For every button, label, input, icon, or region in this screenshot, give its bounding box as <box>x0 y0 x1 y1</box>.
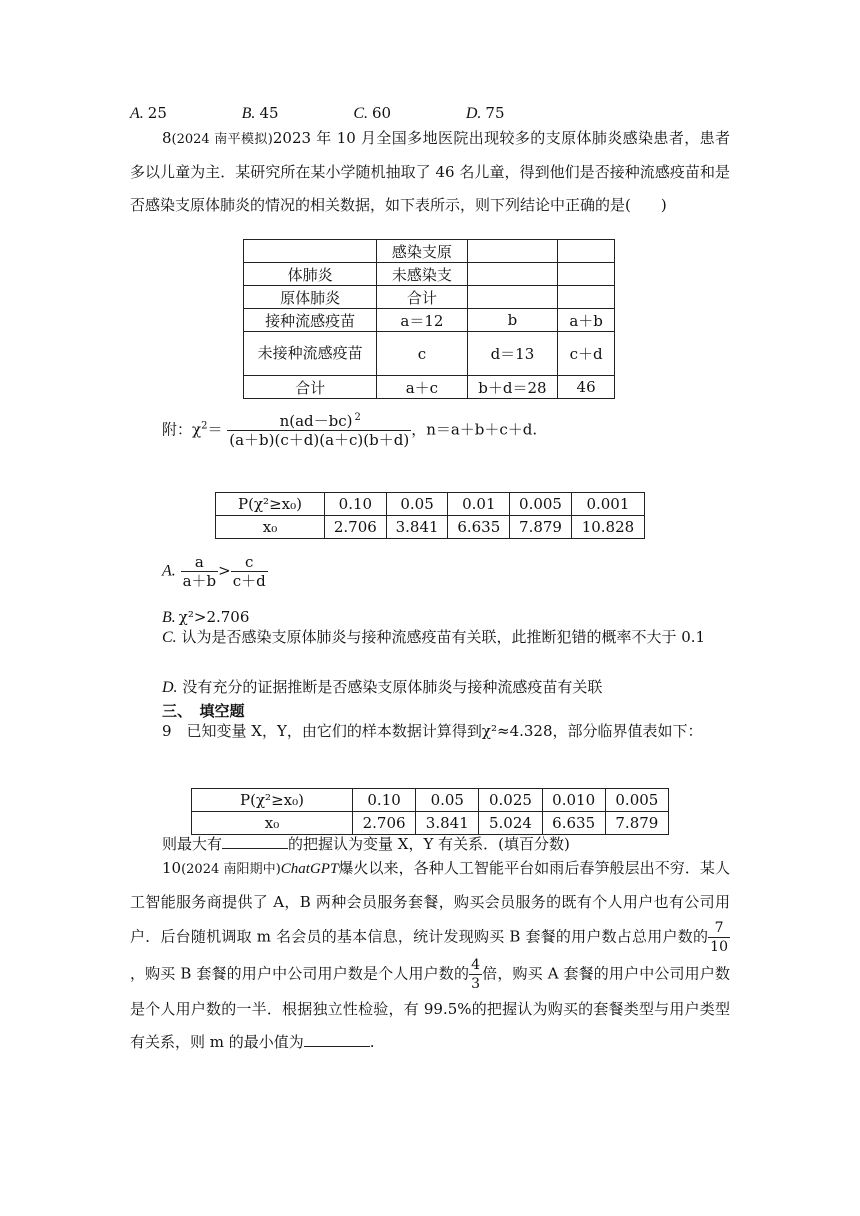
q7-option-b-label: B. <box>241 105 256 122</box>
table-cell: c <box>377 332 468 376</box>
table-cell: 2.706 <box>353 812 416 835</box>
table-cell: 0.01 <box>448 493 510 516</box>
formula-fraction <box>227 412 411 449</box>
table-cell: 0.05 <box>416 789 479 812</box>
q8-option-b: B. χ²>2.706 <box>162 608 250 626</box>
table-cell: 0.001 <box>571 493 644 516</box>
table-cell: 接种流感疫苗 <box>244 309 377 332</box>
q9-critical-table <box>191 788 669 835</box>
q7-option-c: 60 <box>371 104 392 122</box>
table-cell: 合计 <box>244 376 377 399</box>
table-cell: 6.635 <box>542 812 605 835</box>
table-cell: 0.025 <box>479 789 542 812</box>
table-cell: 未接种流感疫苗 <box>244 332 377 376</box>
table-cell: 3.841 <box>386 516 448 539</box>
table-cell: d＝13 <box>467 332 558 376</box>
formula-numerator: n(ad－bc) $^2$ <box>227 412 411 431</box>
table-cell <box>467 240 558 263</box>
q8-option-a-label: A. <box>162 562 176 580</box>
q8-number: 8 <box>162 129 172 147</box>
q7-option-a: 25 <box>147 104 167 122</box>
section-heading: 三、 填空题 <box>162 702 245 720</box>
table-cell: P(χ²≥x₀) <box>192 789 353 812</box>
formula-suffix: ，n＝a＋b＋c＋d. <box>411 420 538 439</box>
q10-answer-blank[interactable] <box>304 1030 370 1047</box>
table-row <box>244 376 615 399</box>
table-row <box>244 240 615 263</box>
q9-answer-line: 则最大有 的把握认为变量 X，Y 有关系．(填百分数) <box>162 832 570 854</box>
table-cell: 0.05 <box>386 493 448 516</box>
q10-brand: ChatGPT <box>280 861 339 877</box>
q8-stem <box>130 122 730 222</box>
q9-answer-blank[interactable] <box>222 832 288 849</box>
q10-source: (2024 南阳期中) <box>181 862 281 877</box>
table-cell <box>558 240 615 263</box>
formula-prefix: 附：χ <box>162 420 202 439</box>
formula-eq: ＝ <box>207 420 223 439</box>
table-cell: x₀ <box>216 516 325 539</box>
q10-stem: 10(2024 南阳期中)ChatGPT爆火以来，各种人工智能平台如雨后春笋般层出不穷．某人工智能服务商提供了 A，B 两种会员服务套餐，购买会员服务的既有个人用户也有公司用户．后台随机调取 m 名会员的基本信息，统计发现购买 B 套餐的用户数占总用户数的 $\frac{7}{10}$ ，购买 B 套餐的用户中公司用户数是个人用户数的 $\frac{4}{3}$ 倍，购买 A 套餐的用户中公司用户数是个人用户数的一半．根据独立性检验，有 99.5%的把握认为购买的套餐类型与用户类型有关系，则 m 的最小值为 . <box>130 859 730 1051</box>
table-cell: 感染支原 <box>377 240 468 263</box>
q10-number: 10 <box>162 859 182 877</box>
table-row <box>244 309 615 332</box>
q8-option-d-label: D. <box>162 679 178 696</box>
table-cell: 7.879 <box>510 516 572 539</box>
table-cell: 0.005 <box>510 493 572 516</box>
table-cell: 0.010 <box>542 789 605 812</box>
table-row <box>216 493 645 516</box>
table-cell <box>467 286 558 309</box>
q8-critical-table <box>215 492 645 539</box>
table-cell <box>558 263 615 286</box>
table-cell: P(χ²≥x₀) <box>216 493 325 516</box>
table-cell: 体肺炎 <box>244 263 377 286</box>
table-cell: 5.024 <box>479 812 542 835</box>
table-cell: 未感染支 <box>377 263 468 286</box>
q8-option-b-label: B. <box>162 609 176 626</box>
q8-contingency-table <box>243 239 615 399</box>
table-row <box>244 263 615 286</box>
table-cell: 合计 <box>377 286 468 309</box>
table-cell: 0.10 <box>353 789 416 812</box>
q8-text: 2023 年 10 月全国多地医院出现较多的支原体肺炎感染患者，患者多以儿童为主．某研究所在某小学随机抽取了 46 名儿童，得到他们是否接种流感疫苗和是否感染支原体肺炎的情况的相关数据，如下表所示，则下列结论中正确的是( ) <box>130 129 730 214</box>
table-cell <box>558 286 615 309</box>
table-cell: c＋d <box>558 332 615 376</box>
table-cell: 10.828 <box>571 516 644 539</box>
formula-denominator: (a＋b)(c＋d)(a＋c)(b＋d) <box>229 431 410 449</box>
q8-option-c-label: C. <box>162 629 177 646</box>
table-cell: 原体肺炎 <box>244 286 377 309</box>
q8-source: (2024 南平模拟) <box>171 132 273 147</box>
table-cell: 3.841 <box>416 812 479 835</box>
q7-option-d: 75 <box>485 104 505 122</box>
table-cell: b <box>467 309 558 332</box>
table-cell: a＝12 <box>377 309 468 332</box>
table-cell: a＋c <box>377 376 468 399</box>
table-cell: 46 <box>558 376 615 399</box>
table-cell: b＋d＝28 <box>467 376 558 399</box>
table-row <box>244 332 615 376</box>
q8-option-d: D. 没有充分的证据推断是否感染支原体肺炎与接种流感疫苗有关联 <box>162 678 603 696</box>
table-row <box>216 516 645 539</box>
q7-option-d-label: D. <box>465 105 482 122</box>
q10-fraction-7-10: $\frac{7}{10}$ <box>710 920 728 955</box>
table-cell: x₀ <box>192 812 353 835</box>
table-cell <box>467 263 558 286</box>
q8-option-c: C. 认为是否感染支原体肺炎与接种流感疫苗有关联，此推断犯错的概率不大于 0.1 <box>162 628 706 646</box>
table-row <box>244 286 615 309</box>
table-cell: 2.706 <box>325 516 387 539</box>
q7-option-c-label: C. <box>353 105 368 122</box>
table-row <box>192 789 669 812</box>
q8-option-a: A. $\frac{a}{a+b}$ > $\frac{c}{c+d}$ <box>162 553 266 590</box>
chi-square-formula: 附：$\chi^2=$ $\frac{n(ad-bc) ^2}{(a+b)(c+d)(a+c)(b+d)}$ ，n＝a＋b＋c＋d. <box>162 412 538 449</box>
table-cell <box>244 240 377 263</box>
table-cell: a＋b <box>558 309 615 332</box>
table-cell: 6.635 <box>448 516 510 539</box>
table-cell: 0.10 <box>325 493 387 516</box>
q7-option-b: 45 <box>259 104 279 122</box>
q7-options <box>130 104 505 123</box>
q7-option-a-label: A. <box>130 105 144 122</box>
q10-fraction-4-3: $\frac{4}{3}$ <box>471 957 481 992</box>
table-cell: 7.879 <box>605 812 668 835</box>
option-a-fraction-2: $\frac{c}{c+d}$ <box>232 553 266 590</box>
table-cell: 0.005 <box>605 789 668 812</box>
q9-stem: 9 已知变量 X，Y，由它们的样本数据计算得到χ²≈4.328，部分临界值表如下： <box>162 722 703 740</box>
option-a-fraction-1: $\frac{a}{a+b}$ <box>182 553 217 590</box>
